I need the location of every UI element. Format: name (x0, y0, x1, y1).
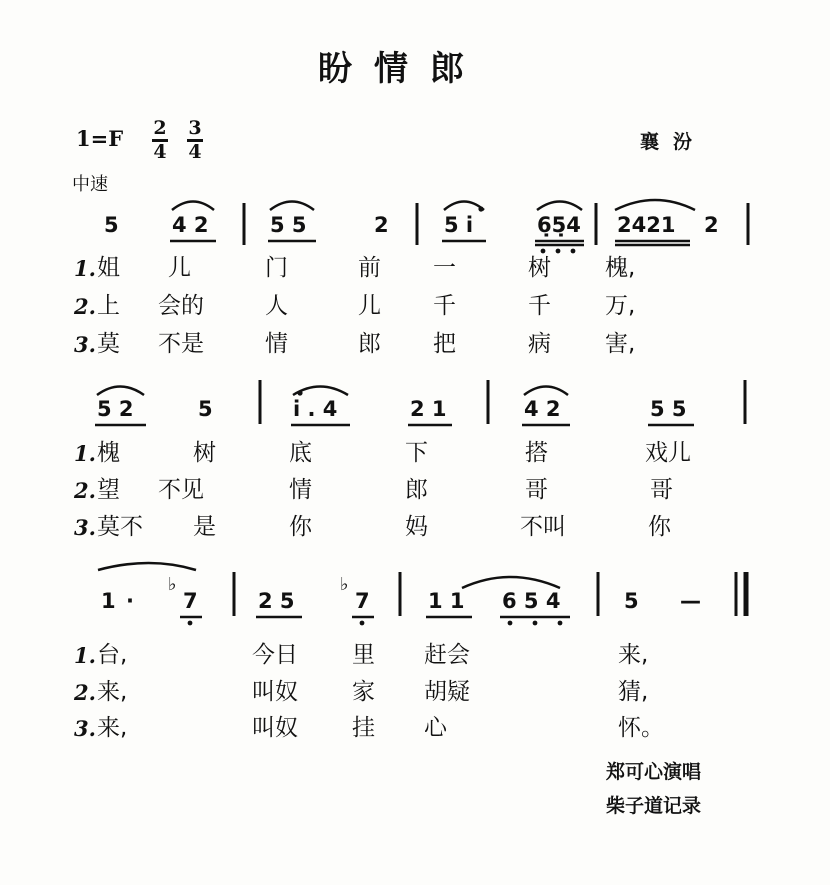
lyric: 你 (648, 514, 671, 540)
note: 5 2 (97, 397, 134, 421)
lyric: 家 (352, 679, 375, 705)
verse-number: 2. (74, 680, 96, 705)
note: 5 i (444, 213, 474, 237)
lyric: 一 (433, 255, 456, 281)
lyric: 病 (528, 331, 551, 357)
lyric: 儿 (358, 293, 381, 319)
lyric: 树 (193, 440, 216, 466)
lyric: 胡疑 (424, 679, 470, 705)
lyric: 挂 (352, 715, 375, 741)
lyric: 前 (358, 255, 381, 281)
singer-credit: 郑可心演唱 (606, 761, 702, 783)
verse-number: 1. (74, 441, 96, 466)
slur (270, 202, 314, 211)
lyric: 里 (352, 642, 375, 668)
lyric: 下 (405, 440, 428, 466)
time-signature-2-4: $\frac{2}{4}$ (153, 117, 167, 163)
dash: — (680, 589, 701, 613)
lyric: 来, (618, 642, 649, 668)
octave-dot-low (360, 621, 365, 626)
lyric: 会的 (158, 293, 204, 319)
lyric: 不叫 (520, 514, 566, 540)
note: 5 (624, 589, 639, 613)
slur (524, 387, 568, 396)
lyric: 槐 (97, 440, 120, 466)
lyric: 不见 (158, 477, 204, 503)
note: 2 (374, 213, 389, 237)
lyric: 叫奴 (252, 679, 298, 705)
lyric: 害, (605, 331, 636, 357)
lyric: 姐 (97, 255, 120, 281)
lyric: 怀。 (618, 715, 664, 741)
note: 2 5 (258, 589, 295, 613)
lyric: 戏儿 (645, 440, 691, 466)
note: 5 5 (270, 213, 307, 237)
lyric: 你 (289, 514, 312, 540)
lyric: 底 (289, 440, 312, 466)
lyric: 望 (97, 477, 120, 503)
lyric: 来, (97, 679, 128, 705)
verse-number: 3. (74, 716, 96, 741)
octave-dot-low (508, 621, 513, 626)
slur (98, 563, 196, 570)
slur (444, 202, 484, 211)
lyric: 郎 (358, 331, 381, 357)
note: 6 5 4 (502, 589, 561, 613)
note: 5 5 (650, 397, 687, 421)
lyric: 门 (265, 255, 288, 281)
time-signature-3-4: $\frac{3}{4}$ (188, 117, 202, 163)
lyric: 不是 (158, 331, 204, 357)
tempo-marking: 中速 (72, 174, 108, 195)
lyric: 树 (528, 255, 551, 281)
lyric: 今日 (252, 642, 298, 668)
lyric: 心 (424, 715, 447, 741)
lyric: 情 (265, 331, 288, 357)
song-origin: 襄汾 (640, 131, 707, 153)
flat-sign: ♭ (168, 574, 177, 595)
octave-dot-low (558, 621, 563, 626)
note: 5 (104, 213, 119, 237)
lyric: 郎 (405, 477, 428, 503)
dot-note: · (126, 589, 134, 613)
verse-number: 1. (74, 256, 96, 281)
verse-number: 2. (74, 294, 96, 319)
slur (537, 202, 582, 211)
lyric: 情 (289, 477, 312, 503)
note: 5 (198, 397, 213, 421)
note: i . 4 (293, 397, 338, 421)
lyric: 把 (433, 331, 456, 357)
lyric: 人 (265, 293, 288, 319)
song-title: 盼情郎 (318, 49, 486, 89)
lyric: 千 (528, 293, 551, 319)
verse-number: 1. (74, 643, 96, 668)
note: 2 (704, 213, 719, 237)
lyric: 哥 (525, 477, 548, 503)
verse-number: 3. (74, 515, 96, 540)
lyric: 猜, (618, 679, 649, 705)
lyric: 哥 (650, 477, 673, 503)
lyric: 叫奴 (252, 715, 298, 741)
note: 2421 (617, 213, 676, 237)
note: 6̣5̣4 (537, 213, 581, 237)
slur (462, 577, 560, 588)
lyric: 儿 (168, 255, 191, 281)
octave-dot-low (188, 621, 193, 626)
octave-dot-low (556, 249, 561, 254)
lyric: 来, (97, 715, 128, 741)
note: 1 1 (428, 589, 465, 613)
lyric: 万, (605, 293, 636, 319)
slur (172, 202, 214, 211)
lyric: 千 (433, 293, 456, 319)
lyric: 上 (97, 293, 120, 319)
note: 4 2 (172, 213, 209, 237)
slur (615, 200, 695, 210)
lyric: 赶会 (424, 642, 470, 668)
lyric: 妈 (405, 514, 428, 540)
slur (97, 387, 144, 396)
octave-dot-high (478, 206, 483, 211)
octave-dot-high (297, 390, 302, 395)
lyric: 搭 (525, 440, 548, 466)
note: 1 (101, 589, 116, 613)
note: 4 2 (524, 397, 561, 421)
lyric: 莫 (97, 331, 120, 357)
octave-dot-low (541, 249, 546, 254)
key-signature: 1=F (76, 126, 124, 151)
verse-number: 3. (74, 332, 96, 357)
recorder-credit: 柴子道记录 (606, 795, 702, 817)
lyric: 台, (97, 642, 128, 668)
note: 2 1 (410, 397, 447, 421)
note: 7 (355, 589, 370, 613)
note: 7 (183, 589, 198, 613)
octave-dot-low (571, 249, 576, 254)
lyric: 莫不 (97, 514, 143, 540)
lyric: 槐, (605, 255, 636, 281)
octave-dot-low (533, 621, 538, 626)
lyric: 是 (193, 514, 216, 540)
flat-sign: ♭ (340, 574, 349, 595)
verse-number: 2. (74, 478, 96, 503)
